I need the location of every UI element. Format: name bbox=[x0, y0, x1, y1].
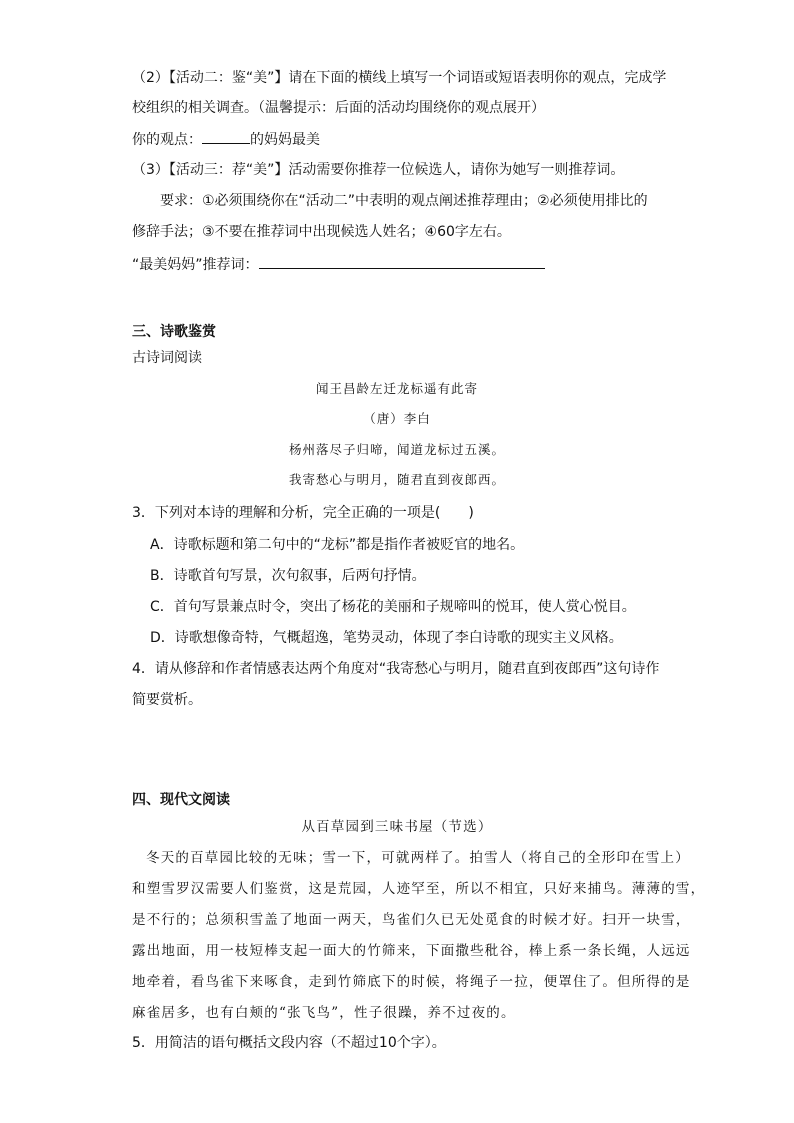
poem-line-1: 杨州落尽子归啼，闻道龙标过五溪。 bbox=[288, 442, 505, 457]
passage-line-5: 地牵着，看鸟雀下来啄食，走到竹筛底下的时候，将绳子一拉，便罩住了。但所得的是 bbox=[132, 974, 691, 990]
question-2-line-1: （2）【活动二：鉴“美”】请在下面的横线上填写一个词语或短语表明你的观点，完成学 bbox=[132, 70, 667, 86]
section-three-subheading: 古诗词阅读 bbox=[132, 350, 202, 366]
poem-author: （唐）李白 bbox=[363, 411, 431, 426]
requirements-line-1: 要求：①必须围绕你在“活动二”中表明的观点阐述推荐理由；②必须使用排比的 bbox=[160, 193, 648, 209]
recommendation-line bbox=[132, 254, 545, 275]
requirements-line-2: 修辞手法；③不要在推荐词中出现候选人姓名；④60字左右。 bbox=[132, 224, 511, 240]
poem-title: 闻王昌龄左迁龙标遥有此寄 bbox=[315, 381, 478, 396]
viewpoint-suffix: 的妈妈最美 bbox=[250, 132, 320, 148]
poem-line-2: 我寄愁心与明月，随君直到夜郎西。 bbox=[288, 472, 505, 487]
section-three-heading: 三、诗歌鉴赏 bbox=[132, 324, 216, 340]
option-c[interactable]: C．首句写景兼点时令，突出了杨花的美丽和子规啼叫的悦耳，使人赏心悦目。 bbox=[150, 599, 636, 615]
question-3-stem: 3．下列对本诗的理解和分析，完全正确的一项是( ) bbox=[132, 505, 474, 521]
question-2-line-2: 校组织的相关调查。（温馨提示：后面的活动均围绕你的观点展开） bbox=[132, 100, 545, 116]
option-b[interactable]: B．诗歌首句写景，次句叙事，后两句抒情。 bbox=[150, 568, 426, 584]
viewpoint-line bbox=[132, 129, 320, 150]
recommendation-blank[interactable] bbox=[259, 254, 545, 269]
section-four-heading: 四、现代文阅读 bbox=[132, 792, 230, 808]
question-3-line-1: （3）【活动三：荐“美”】活动需要你推荐一位候选人，请你为她写一则推荐词。 bbox=[132, 162, 625, 178]
option-d[interactable]: D．诗歌想像奇特，气概超逸，笔势灵动，体现了李白诗歌的现实主义风格。 bbox=[150, 630, 623, 646]
option-a[interactable]: A．诗歌标题和第二句中的“龙标”都是指作者被贬官的地名。 bbox=[150, 537, 525, 553]
passage-line-3: 是不行的；总须积雪盖了地面一两天，鸟雀们久已无处觅食的时候才好。扫开一块雪， bbox=[132, 912, 691, 928]
article-title: 从百草园到三味书屋（节选） bbox=[301, 819, 493, 835]
passage-line-6: 麻雀居多，也有白颊的“张飞鸟”，性子很躁，养不过夜的。 bbox=[132, 1005, 516, 1021]
viewpoint-prefix: 你的观点： bbox=[132, 132, 202, 148]
passage-line-1: 冬天的百草园比较的无味；雪一下，可就两样了。拍雪人（将自己的全形印在雪上） bbox=[146, 850, 690, 866]
passage-line-4: 露出地面，用一枝短棒支起一面大的竹筛来，下面撒些秕谷，棒上系一条长绳，人远远 bbox=[132, 943, 691, 959]
question-4-line-2: 简要赏析。 bbox=[132, 692, 202, 708]
question-4-line-1: 4．请从修辞和作者情感表达两个角度对“我寄愁心与明月，随君直到夜郎西”这句诗作 bbox=[132, 661, 660, 677]
passage-line-2: 和塑雪罗汉需要人们鉴赏，这是荒园，人迹罕至，所以不相宜，只好来捕鸟。薄薄的雪， bbox=[132, 881, 706, 897]
question-5: 5．用简洁的语句概括文段内容（不超过10个字）。 bbox=[132, 1035, 446, 1051]
viewpoint-blank[interactable] bbox=[202, 129, 250, 144]
recommendation-label: “最美妈妈”推荐词： bbox=[132, 257, 259, 273]
